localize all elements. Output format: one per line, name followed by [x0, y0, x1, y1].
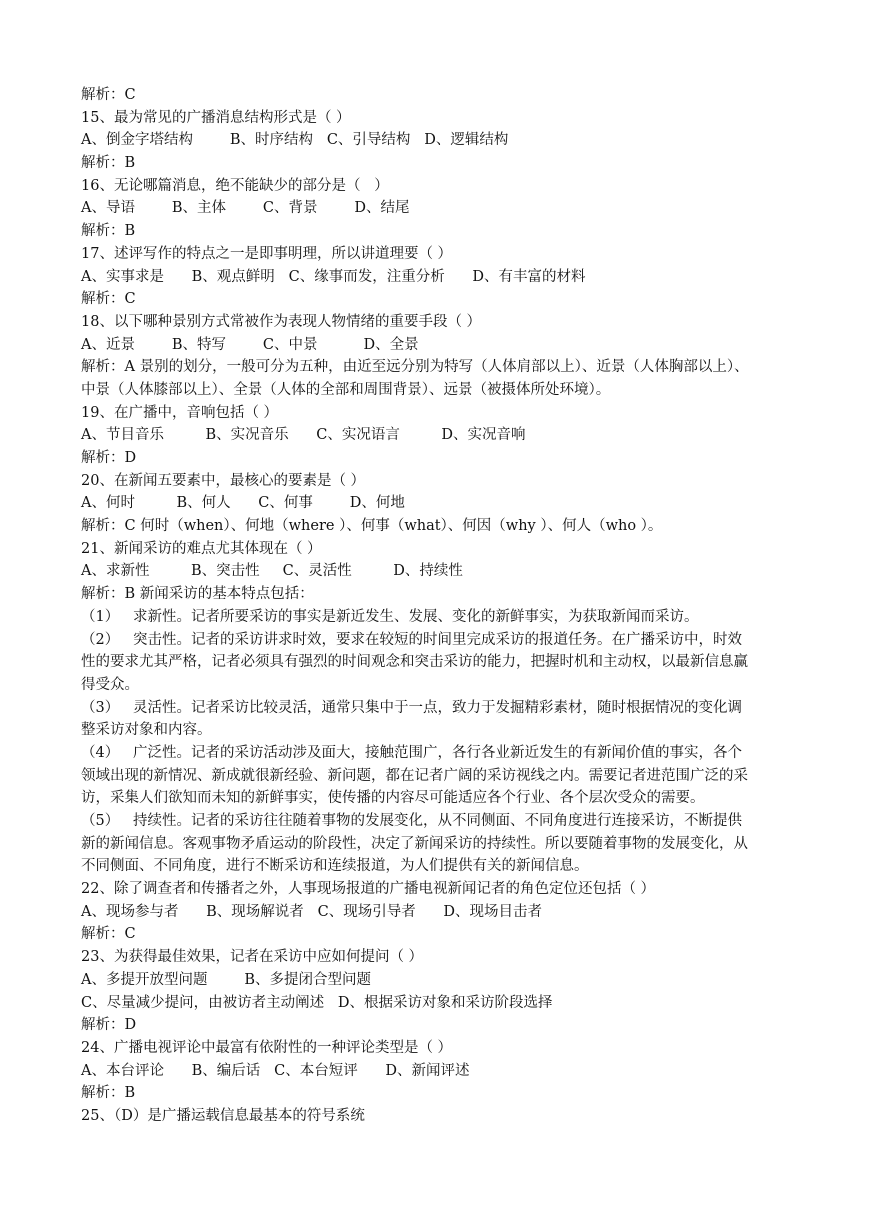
text-line: A、实事求是 B、观点鲜明 C、缘事而发，注重分析 D、有丰富的材料 [81, 268, 586, 285]
text-line: 领域出现的新情况、新成就很新经验、新问题，都在记者广阔的采访视线之内。需要记者进范围广泛的采 [81, 767, 748, 784]
text-line: 解析：C [81, 291, 136, 308]
text-line: 解析：C 何时（when）、何地（where ）、何事（what）、何因（why ）、何人（who ）。 [81, 518, 663, 535]
text-line: 22、除了调查者和传播者之外，人事现场报道的广播电视新闻记者的角色定位还包括（ ） [81, 881, 656, 898]
text-line: 整采访对象和内容。 [81, 722, 212, 739]
text-line: 15、最为常见的广播消息结构形式是（ ） [81, 109, 351, 126]
text-line: A、导语 B、主体 C、背景 D、结尾 [81, 200, 410, 217]
text-line: 19、在广播中，音响包括（ ） [81, 404, 279, 421]
text-line: 新的新闻信息。客观事物矛盾运动的阶段性，决定了新闻采访的持续性。所以要随着事物的发展变化，从 [81, 835, 748, 852]
text-line: 得受众。 [81, 676, 139, 693]
text-line: A、求新性 B、突击性 C、灵活性 D、持续性 [81, 563, 463, 580]
text-line: 解析：B [81, 155, 136, 172]
text-line: A、本台评论 B、编后话 C、本台短评 D、新闻评述 [81, 1062, 470, 1079]
text-line: A、近景 B、特写 C、中景 D、全景 [81, 336, 419, 353]
text-line: A、倒金字塔结构 B、时序结构 C、引导结构 D、逻辑结构 [81, 132, 509, 149]
text-line: 解析：A 景别的划分，一般可分为五种，由近至远分别为特写（人体肩部以上）、近景（人体胸部以上）、 [81, 359, 749, 376]
text-line: A、节目音乐 B、实况音乐 C、实况语言 D、实况音响 [81, 427, 526, 444]
text-line: A、现场参与者 B、现场解说者 C、现场引导者 D、现场目击者 [81, 903, 542, 920]
text-line: 性的要求尤其严格，记者必须具有强烈的时间观念和突击采访的能力，把握时机和主动权，以最新信息赢 [81, 654, 748, 671]
text-line: A、多提开放型问题 B、多提闭合型问题 [81, 971, 371, 988]
text-line: 解析：B [81, 1085, 136, 1102]
text-line: （5） 持续性。记者的采访往往随着事物的发展变化，从不同侧面、不同角度进行连接采访，不断提供 [81, 813, 743, 829]
text-line: 21、新闻采访的难点尤其体现在（ ） [81, 540, 322, 557]
text-line: C、尽量减少提问，由被访者主动阐述 D、根据采访对象和采访阶段选择 [81, 994, 553, 1011]
text-line: 解析：B [81, 223, 136, 240]
text-line: 解析：C [81, 926, 136, 943]
text-line: （4） 广泛性。记者的采访活动涉及面大，接触范围广，各行各业新近发生的有新闻价值的事实，各个 [81, 744, 743, 761]
text-line: （2） 突击性。记者的采访讲求时效，要求在较短的时间里完成采访的报道任务。在广播采访中，时效 [81, 631, 743, 648]
text-line: 解析：B 新闻采访的基本特点包括： [81, 586, 314, 603]
text-line: 访，采集人们欲知而未知的新鲜事实，使传播的内容尽可能适应各个行业、各个层次受众的需要。 [81, 790, 705, 807]
text-line: 17、述评写作的特点之一是即事明理，所以讲道理要（ ） [81, 245, 453, 262]
text-line: 解析：C [81, 87, 136, 103]
document-body [81, 84, 787, 1128]
text-line: 解析：D [81, 1017, 137, 1034]
text-line: 25、（D）是广播运载信息最基本的符号系统 [81, 1107, 365, 1124]
text-line: 24、广播电视评论中最富有依附性的一种评论类型是（ ） [81, 1039, 453, 1056]
text-line: 中景（人体膝部以上）、全景（人体的全部和周围背景）、远景（被摄体所处环境）。 [81, 381, 611, 398]
text-line: 20、在新闻五要素中，最核心的要素是（ ） [81, 472, 366, 489]
text-line: （3） 灵活性。记者采访比较灵活，通常只集中于一点，致力于发掘精彩素材，随时根据情况的变化调 [81, 699, 743, 716]
text-line: 解析：D [81, 450, 137, 466]
text-line: （1） 求新性。记者所要采访的事实是新近发生、发展、变化的新鲜事实，为获取新闻而采访。 [81, 608, 699, 625]
text-line: A、何时 B、何人 C、何事 D、何地 [81, 495, 405, 512]
text-line: 不同侧面、不同角度，进行不断采访和连续报道，为人们提供有关的新闻信息。 [81, 858, 589, 875]
text-line: 18、以下哪种景别方式常被作为表现人物情绪的重要手段（ ） [81, 313, 482, 330]
text-line: 16、无论哪篇消息，绝不能缺少的部分是（ ） [81, 177, 389, 194]
text-line: 23、为获得最佳效果，记者在采访中应如何提问（ ） [81, 949, 424, 966]
